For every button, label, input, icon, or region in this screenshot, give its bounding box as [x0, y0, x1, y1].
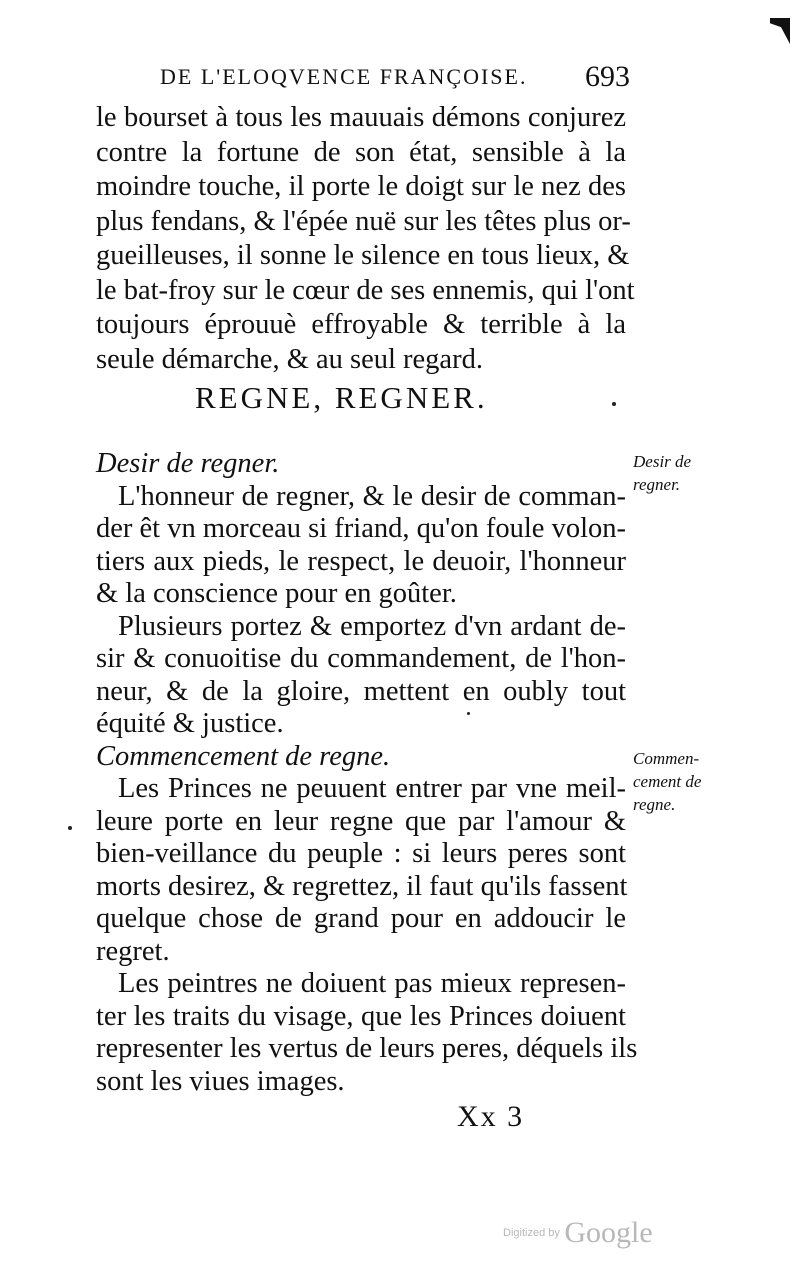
text-line: sont les viues images. [96, 1065, 345, 1097]
text-line: L'honneur de regner, & le desir de comman- [118, 480, 626, 512]
margin-note-desir [633, 450, 743, 496]
text-line: tiers aux pieds, le respect, le deuoir, l'honneur [96, 545, 626, 577]
text-line: morts desirez, & regrettez, il faut qu'ils fassent [96, 870, 628, 902]
section-body [96, 448, 638, 1098]
top-paragraph [96, 101, 635, 377]
google-logo: Google [564, 1216, 653, 1249]
margin-note-line: cement de [633, 772, 702, 791]
text-line: moindre touche, il porte le doigt sur le nez des [96, 171, 626, 202]
text-line: Les peintres ne doiuent pas mieux represen- [118, 968, 626, 999]
digitized-watermark [503, 1216, 653, 1250]
margin-note-commencement [633, 747, 743, 816]
text-line: quelque chose de grand pour en addoucir le [96, 903, 626, 934]
text-line: le bat-froy sur le cœur de ses ennemis, qui l'ont [96, 274, 635, 306]
text-line: leure porte en leur regne que par l'amour & [96, 805, 626, 837]
page-corner-mark [770, 18, 790, 44]
signature-mark: Xx 3 [457, 1100, 525, 1133]
text-line: neur, & de la gloire, mettent en oubly tout [96, 675, 626, 707]
running-head [160, 60, 630, 94]
page-number: 693 [585, 60, 630, 93]
text-line: toujours éprouuè effroyable & terrible à la [96, 309, 626, 340]
ink-speck [68, 826, 72, 830]
text-line: Plusieurs portez & emportez d'vn ardant de- [118, 610, 626, 642]
margin-note-line: regner. [633, 475, 681, 494]
text-line: der êt vn morceau si friand, qu'on foule volon- [96, 513, 626, 544]
ink-speck [467, 712, 470, 715]
text-line: ter les traits du visage, que les Princes doiuent [96, 1000, 626, 1032]
watermark-prefix: Digitized by [503, 1227, 560, 1239]
text-line: bien-veillance du peuple : si leurs peres sont [96, 838, 626, 869]
subheading-commencement: Commencement de regne. [96, 740, 391, 772]
section-heading: REGNE, REGNER. [195, 380, 488, 415]
running-title: DE L'ELOQVENCE FRANÇOISE. [160, 64, 528, 89]
subheading-desir: Desir de regner. [96, 448, 280, 479]
text-line: representer les vertus de leurs peres, déquels ils [96, 1033, 638, 1064]
text-line: Les Princes ne peuuent entrer par vne meil- [118, 773, 626, 804]
text-line: le bourset à tous les mauuais démons conjurez [96, 102, 626, 133]
text-line: gueilleuses, il sonne le silence en tous lieux, & [96, 240, 630, 271]
text-line: équité & justice. [96, 708, 284, 739]
text-line: seule démarche, & au seul regard. [96, 343, 483, 375]
text-line: & la conscience pour en goûter. [96, 578, 457, 609]
ink-speck [612, 402, 616, 406]
margin-note-line: Commen- [633, 749, 700, 768]
text-line: sir & conuoitise du commandement, de l'hon- [96, 643, 626, 674]
text-line: contre la fortune de son état, sensible à la [96, 136, 626, 168]
text-line: regret. [96, 935, 170, 967]
margin-note-line: Desir de [633, 452, 692, 471]
text-line: plus fendans, & l'épée nuë sur les têtes plus or- [96, 205, 631, 237]
margin-note-line: regne. [633, 795, 676, 814]
